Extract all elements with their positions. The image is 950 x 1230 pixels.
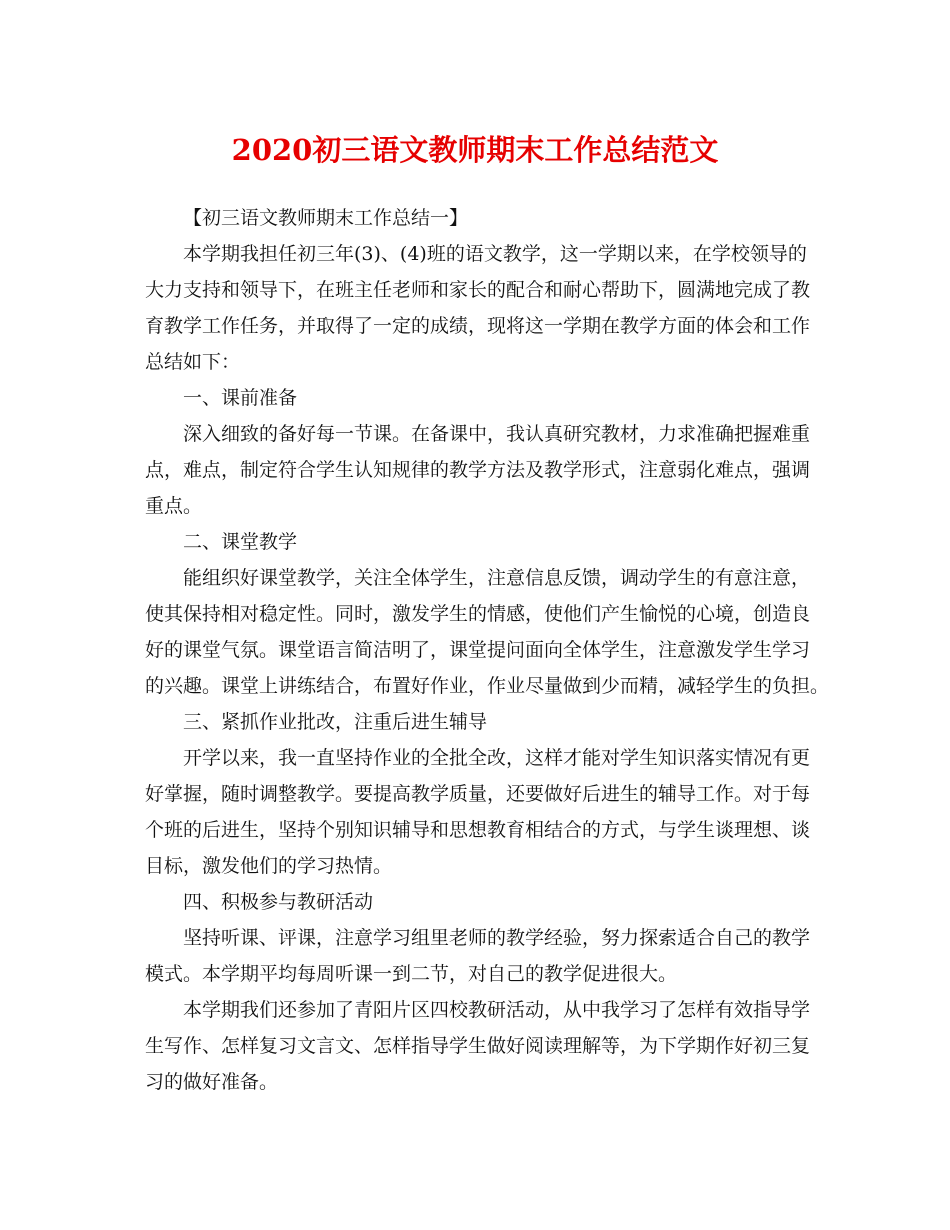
text-line: 能组织好课堂教学，关注全体学生，注意信息反馈，调动学生的有意注意， [183, 567, 811, 589]
text-line: 开学以来，我一直坚持作业的全批全改，这样才能对学生知识落实情况有更 [183, 747, 811, 769]
text-line: 二、课堂教学 [183, 531, 298, 553]
text-line: 使其保持相对稳定性。同时，激发学生的情感，使他们产生愉悦的心境，创造良 [145, 603, 811, 625]
text-line: 坚持听课、评课，注意学习组里老师的教学经验，努力探索适合自己的教学 [183, 927, 811, 949]
document-body [145, 200, 830, 1100]
text-line: 四、积极参与教研活动 [183, 891, 374, 913]
text-line: 好的课堂气氛。课堂语言简洁明了，课堂提问面向全体学生，注意激发学生学习 [145, 639, 811, 661]
text-line: 好掌握，随时调整教学。要提高教学质量，还要做好后进生的辅导工作。对于每 [145, 783, 811, 805]
text-line: 个班的后进生，坚持个别知识辅导和思想教育相结合的方式，与学生谈理想、谈 [145, 819, 811, 841]
text-line: 习的做好准备。 [145, 1071, 279, 1093]
text-line: 本学期我们还参加了青阳片区四校教研活动，从中我学习了怎样有效指导学 [183, 999, 811, 1021]
text-line: 育教学工作任务，并取得了一定的成绩，现将这一学期在教学方面的体会和工作 [145, 315, 811, 337]
text-line: 模式。本学期平均每周听课一到二节，对自己的教学促进很大。 [145, 963, 678, 985]
text-line: 的兴趣。课堂上讲练结合，布置好作业，作业尽量做到少而精，减轻学生的负担。 [145, 675, 830, 697]
text-line: 一、课前准备 [183, 387, 298, 409]
text-line: 【初三语文教师期末工作总结一】 [183, 207, 469, 229]
text-line: 本学期我担任初三年(3)、(4)班的语文教学，这一学期以来，在学校领导的 [183, 243, 807, 265]
text-line: 大力支持和领导下，在班主任老师和家长的配合和耐心帮助下，圆满地完成了教 [145, 279, 811, 301]
text-line: 点，难点，制定符合学生认知规律的教学方法及教学形式，注意弱化难点，强调 [145, 459, 811, 481]
text-line: 深入细致的备好每一节课。在备课中，我认真研究教材，力求准确把握难重 [183, 423, 811, 445]
text-line: 重点。 [145, 495, 203, 517]
text-line: 目标，激发他们的学习热情。 [145, 855, 393, 877]
text-line: 生写作、怎样复习文言文、怎样指导学生做好阅读理解等，为下学期作好初三复 [145, 1035, 811, 1057]
text-line: 三、紧抓作业批改，注重后进生辅导 [183, 711, 488, 733]
document-title: 2020初三语文教师期末工作总结范文 [231, 133, 719, 167]
text-line: 总结如下： [145, 351, 241, 373]
